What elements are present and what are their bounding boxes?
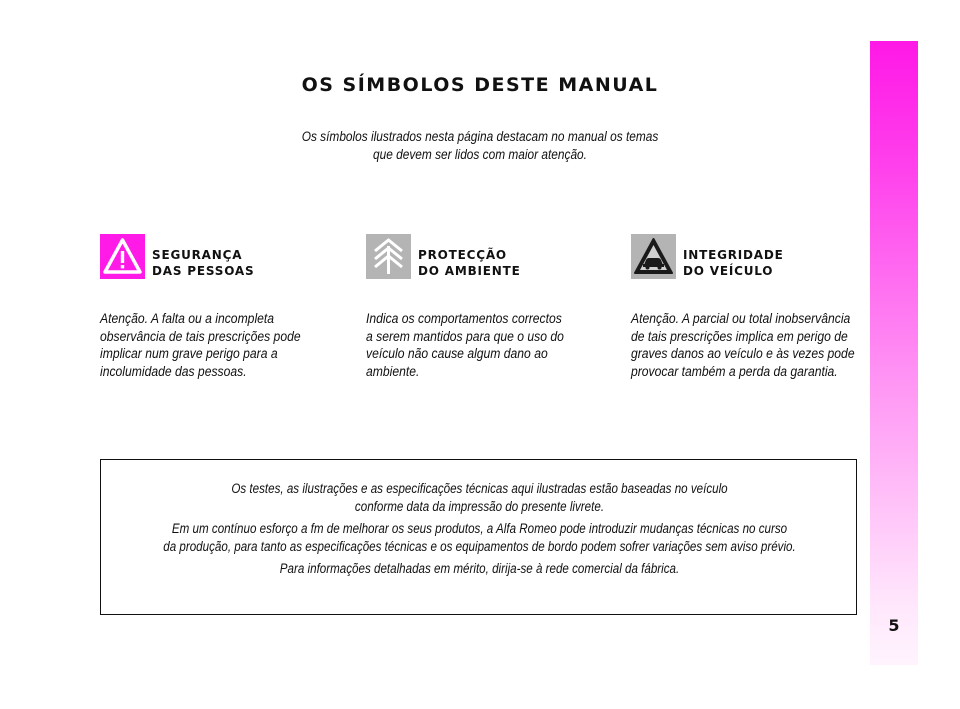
symbol-heading-line: SEGURANÇA xyxy=(152,248,243,262)
intro-line: que devem ser lidos com maior atenção. xyxy=(373,147,587,162)
description-line: ambiente. xyxy=(366,363,420,379)
description-line: incolumidade das pessoas. xyxy=(100,363,247,379)
notice-line: da produção, para tanto as especificações técnicas e os equipamentos de bordo podem sofrer variações sem aviso prévio. xyxy=(163,539,796,554)
description-line: veículo não cause algum dano ao xyxy=(366,346,548,361)
symbol-heading-line: DO AMBIENTE xyxy=(418,264,521,278)
notice-line: Os testes, as ilustrações e as especificações técnicas aqui ilustradas estão baseadas no veículo xyxy=(231,481,728,496)
notice-paragraph xyxy=(154,560,805,578)
symbol-description xyxy=(100,310,325,380)
symbol-heading-line: INTEGRIDADE xyxy=(683,248,784,262)
symbol-heading xyxy=(152,247,254,279)
symbol-heading xyxy=(418,247,521,279)
description-line: observância de tais prescrições pode xyxy=(100,328,301,344)
symbol-heading xyxy=(683,247,784,279)
description-line: de tais prescrições implica em perigo de xyxy=(631,328,848,344)
tree-icon xyxy=(366,234,411,279)
page-number: 5 xyxy=(888,616,900,635)
description-line: Atenção. A parcial ou total inobservância xyxy=(631,311,851,326)
notice-line: conforme data da impressão do presente livrete. xyxy=(354,499,605,514)
description-line: Indica os comportamentos correctos xyxy=(366,311,562,326)
symbol-heading-line: DO VEÍCULO xyxy=(683,264,774,278)
notice-box xyxy=(100,459,857,615)
description-line: graves danos ao veículo e às vezes pode xyxy=(631,346,855,361)
notice-paragraph xyxy=(154,520,805,556)
notice-paragraph xyxy=(154,480,805,516)
description-line: implicar num grave perigo para a xyxy=(100,346,278,361)
intro-line: Os símbolos ilustrados nesta página destacam no manual os temas xyxy=(301,129,659,144)
intro-text xyxy=(278,128,683,164)
symbol-heading-line: PROTECÇÃO xyxy=(418,248,507,262)
car-warning-icon xyxy=(631,234,676,279)
notice-line: Em um contínuo esforço a fm de melhorar os seus produtos, a Alfa Romeo pode introduzir mudanças técnicas no curso xyxy=(171,521,788,536)
symbol-heading-line: DAS PESSOAS xyxy=(152,264,255,278)
side-tab-bar xyxy=(870,41,918,665)
page-title: OS SÍMBOLOS DESTE MANUAL xyxy=(301,74,659,96)
description-line: a serem mantidos para que o uso do xyxy=(366,328,564,344)
description-line: Atenção. A falta ou a incompleta xyxy=(100,311,275,326)
symbol-description xyxy=(631,310,856,380)
warning-triangle-icon xyxy=(100,234,145,279)
description-line: provocar também a perda da garantia. xyxy=(631,363,838,379)
notice-line: Para informações detalhadas em mérito, dirija-se à rede comercial da fábrica. xyxy=(279,561,680,576)
symbol-description xyxy=(366,310,591,380)
